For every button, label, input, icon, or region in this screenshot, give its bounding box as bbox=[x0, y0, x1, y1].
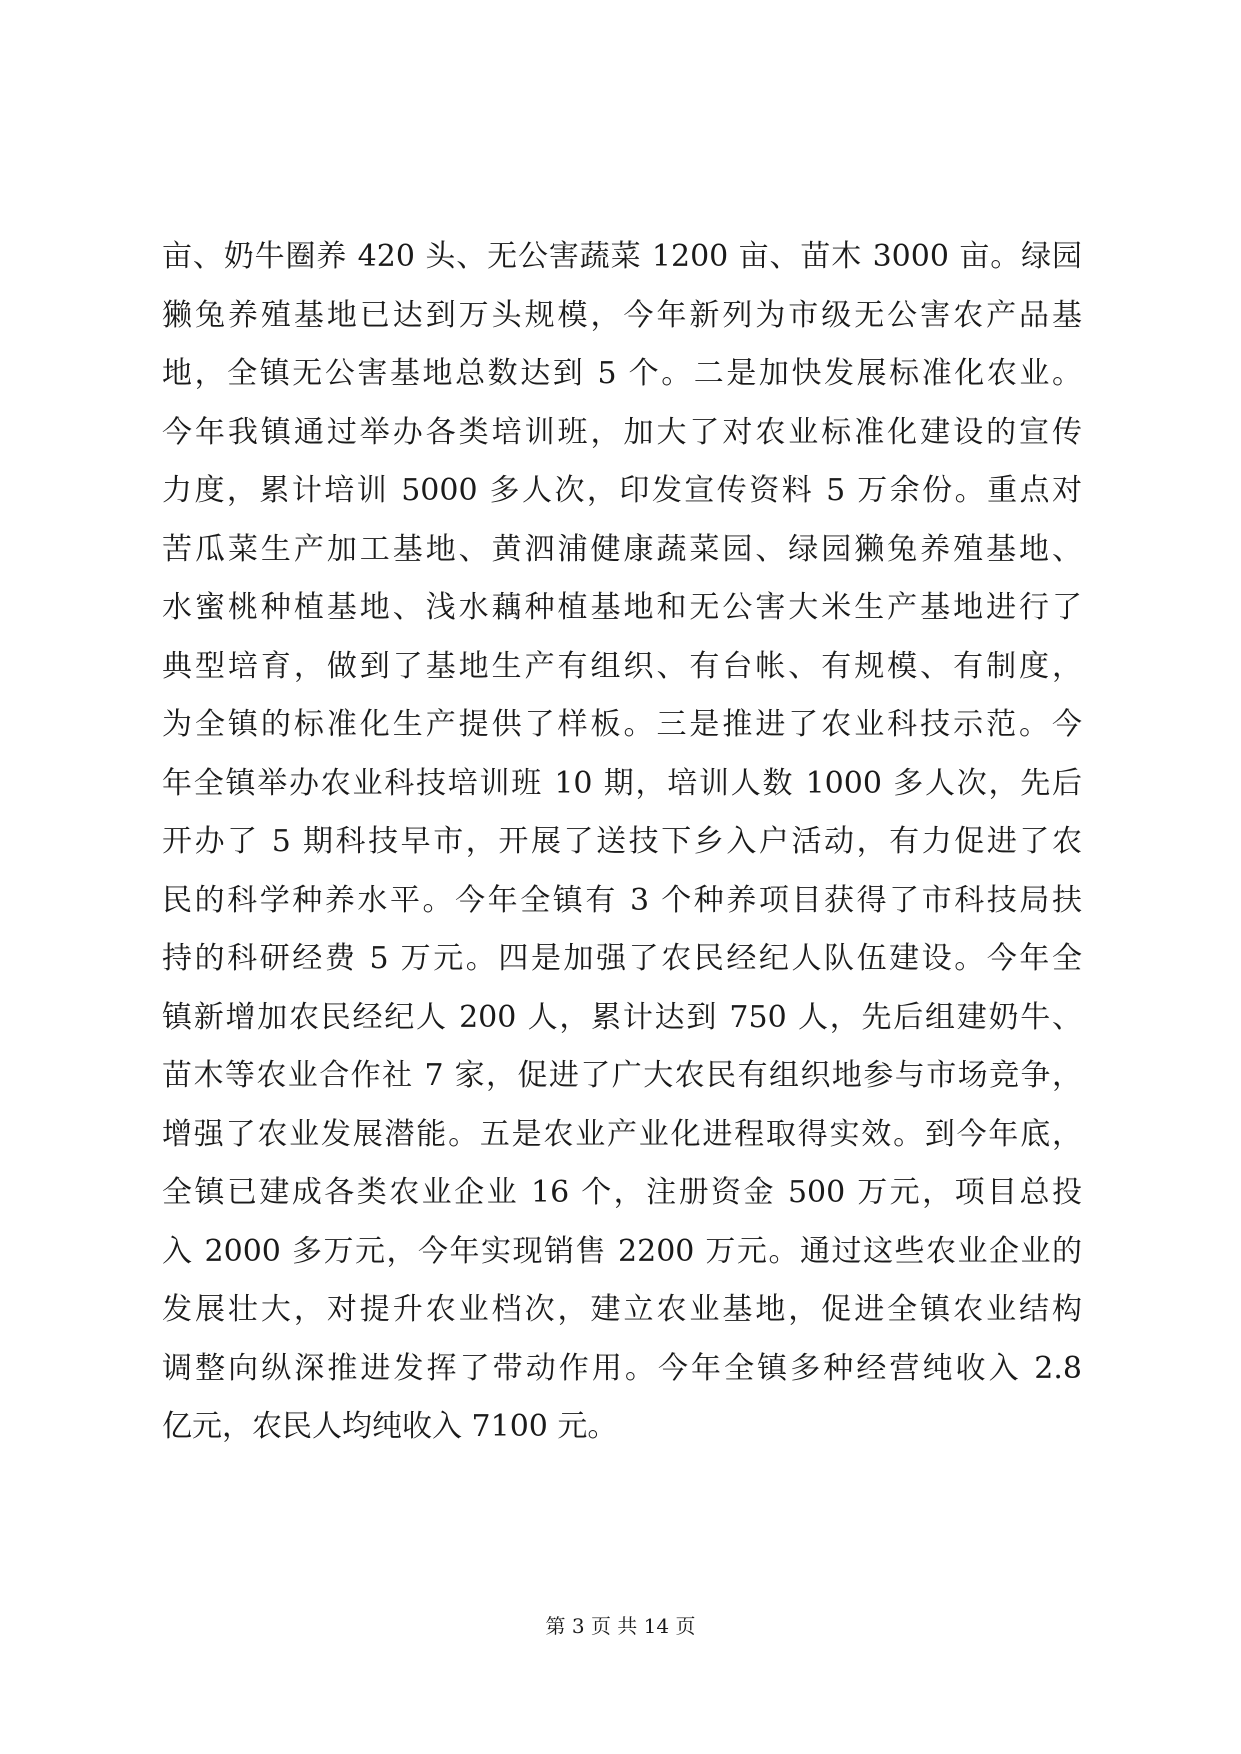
text-line: 獭兔养殖基地已达到万头规模，今年新列为市级无公害农产品基 bbox=[162, 297, 1082, 333]
text-line: 典型培育，做到了基地生产有组织、有台帐、有规模、有制度， bbox=[162, 648, 1082, 684]
text-line: 民的科学种养水平。今年全镇有 3 个种养项目获得了市科技局扶 bbox=[162, 882, 1082, 918]
text-line: 发展壮大，对提升农业档次，建立农业基地，促进全镇农业结构 bbox=[162, 1292, 1082, 1327]
text-line: 今年我镇通过举办各类培训班，加大了对农业标准化建设的宣传 bbox=[162, 414, 1082, 450]
page-number-label: 第 3 页 共 14 页 bbox=[545, 1614, 696, 1638]
text-line: 力度，累计培训 5000 多人次，印发宣传资料 5 万余份。重点对 bbox=[162, 473, 1082, 508]
page-footer bbox=[0, 1611, 1241, 1641]
text-line: 亩、奶牛圈养 420 头、无公害蔬菜 1200 亩、苗木 3000 亩。绿园 bbox=[162, 239, 1082, 274]
text-line: 水蜜桃种植基地、浅水藕种植基地和无公害大米生产基地进行了 bbox=[162, 590, 1082, 625]
text-line: 全镇已建成各类农业企业 16 个，注册资金 500 万元，项目总投 bbox=[162, 1175, 1082, 1210]
text-line: 增强了农业发展潜能。五是农业产业化进程取得实效。到今年底， bbox=[162, 1116, 1082, 1152]
text-line: 苗木等农业合作社 7 家，促进了广大农民有组织地参与市场竞争， bbox=[162, 1058, 1082, 1093]
text-line: 苦瓜菜生产加工基地、黄泗浦健康蔬菜园、绿园獭兔养殖基地、 bbox=[162, 531, 1082, 567]
text-line: 开办了 5 期科技早市，开展了送技下乡入户活动，有力促进了农 bbox=[162, 824, 1082, 859]
text-line: 年全镇举办农业科技培训班 10 期，培训人数 1000 多人次，先后 bbox=[162, 765, 1082, 801]
text-line: 地，全镇无公害基地总数达到 5 个。二是加快发展标准化农业。 bbox=[162, 356, 1082, 391]
text-line: 持的科研经费 5 万元。四是加强了农民经纪人队伍建设。今年全 bbox=[162, 941, 1082, 976]
text-line: 入 2000 多万元，今年实现销售 2200 万元。通过这些农业企业的 bbox=[162, 1233, 1082, 1269]
text-line: 为全镇的标准化生产提供了样板。三是推进了农业科技示范。今 bbox=[162, 707, 1082, 742]
text-line: 镇新增加农民经纪人 200 人，累计达到 750 人，先后组建奶牛、 bbox=[162, 999, 1082, 1035]
text-line: 调整向纵深推进发挥了带动作用。今年全镇多种经营纯收入 2.8 bbox=[162, 1350, 1082, 1386]
body-paragraph bbox=[162, 228, 1082, 1457]
text-line: 亿元，农民人均纯收入 7100 元。 bbox=[162, 1409, 618, 1444]
